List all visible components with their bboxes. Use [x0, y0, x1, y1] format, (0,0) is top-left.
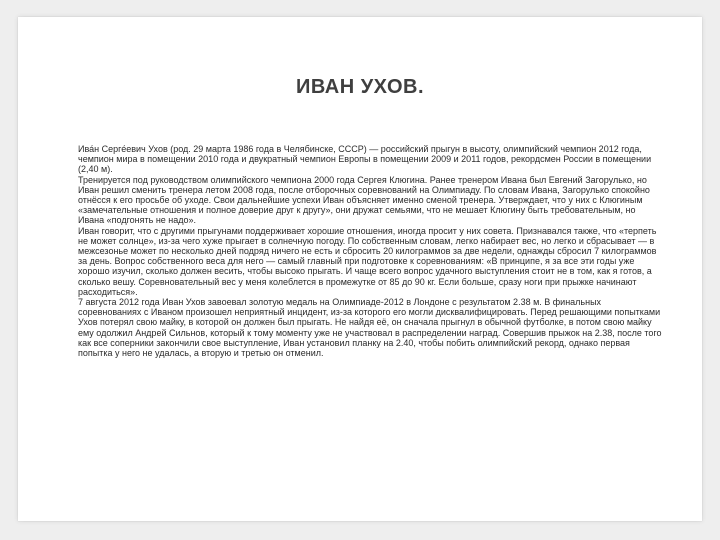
- paragraph-relations: Иван говорит, что с другими прыгунами поддерживает хорошие отношения, иногда просит у них совета. Признавался также, что «терпеть не может солнце», из-за чего хуже прыгает в солнечную погоду. По собственным словам, легко набирает вес, но легко и сбрасывает — в межсезонье может по несколько дней подряд ничего не есть и сбросить 20 килограммов за две недели, однажды сбросил 7 килограммов за день. Вопрос собственного веса для него — самый главный при подготовке к соревнованиям: «В принципе, я за все эти годы уже хорошо изучил, сколько должен весить, чтобы высоко прыгать. И чаще всего вопрос удачного выступления стоит не в том, как я готов, а сколько вешу. Соревновательный вес у меня колеблется в промежутке от 85 до 90 кг. Если больше, сразу ноги при прыжке начинают расходиться».: [78, 225, 657, 297]
- slide-body: [78, 144, 663, 358]
- paragraph-coach: Тренируется под руководством олимпийского чемпиона 2000 года Сергея Клюгина. Ранее тренером Ивана был Евгений Загорулько, но Иван решил сменить тренера летом 2008 года, после отборочных соревнований на Олимпиаду. По словам Ивана, Загорулько спокойно отнёсся к его просьбе об уходе. Свои дальнейшие успехи Иван объясняет именно сменой тренера. Утверждает, что у них с Клюгиным «замечательные отношения и полное доверие друг к другу», они дружат семьями, что не мешает Клюгину быть требовательным, но Ивана «подгонять не надо».: [78, 174, 650, 226]
- slide: [18, 17, 702, 521]
- paragraph-olympics: 7 августа 2012 года Иван Ухов завоевал золотую медаль на Олимпиаде-2012 в Лондоне с результатом 2.38 м. В финальных соревнованиях с Иваном произошел неприятный инцидент, из-за которого его могли дисквалифицировать. Перед решающими попытками Ухов потерял свою майку, в которой он должен был прыгать. Не найдя её, он сначала прыгнул в обычной футболке, в потом свою майку ему одолжил Андрей Сильнов, который к тому моменту уже не участвовал в распределении наград. Совершив прыжок на 2.38, после того как все соперники закончили свое выступление, Иван установил планку на 2.40, чтобы побить олимпийский рекорд, однако первая попытка у него не удалась, а вторую и третью он отменил.: [78, 297, 662, 359]
- slide-title: ИВАН УХОВ.: [295, 76, 425, 98]
- paragraph-biography: Ива́н Серге́евич Ухов (род. 29 марта 1986 года в Челябинске, СССР) — российский прыгун в высоту, олимпийский чемпион 2012 года, чемпион мира в помещении 2010 года и двукратный чемпион Европы в помещении 2009 и 2011 годов, рекордсмен России в помещении (2,40 м).: [78, 144, 652, 175]
